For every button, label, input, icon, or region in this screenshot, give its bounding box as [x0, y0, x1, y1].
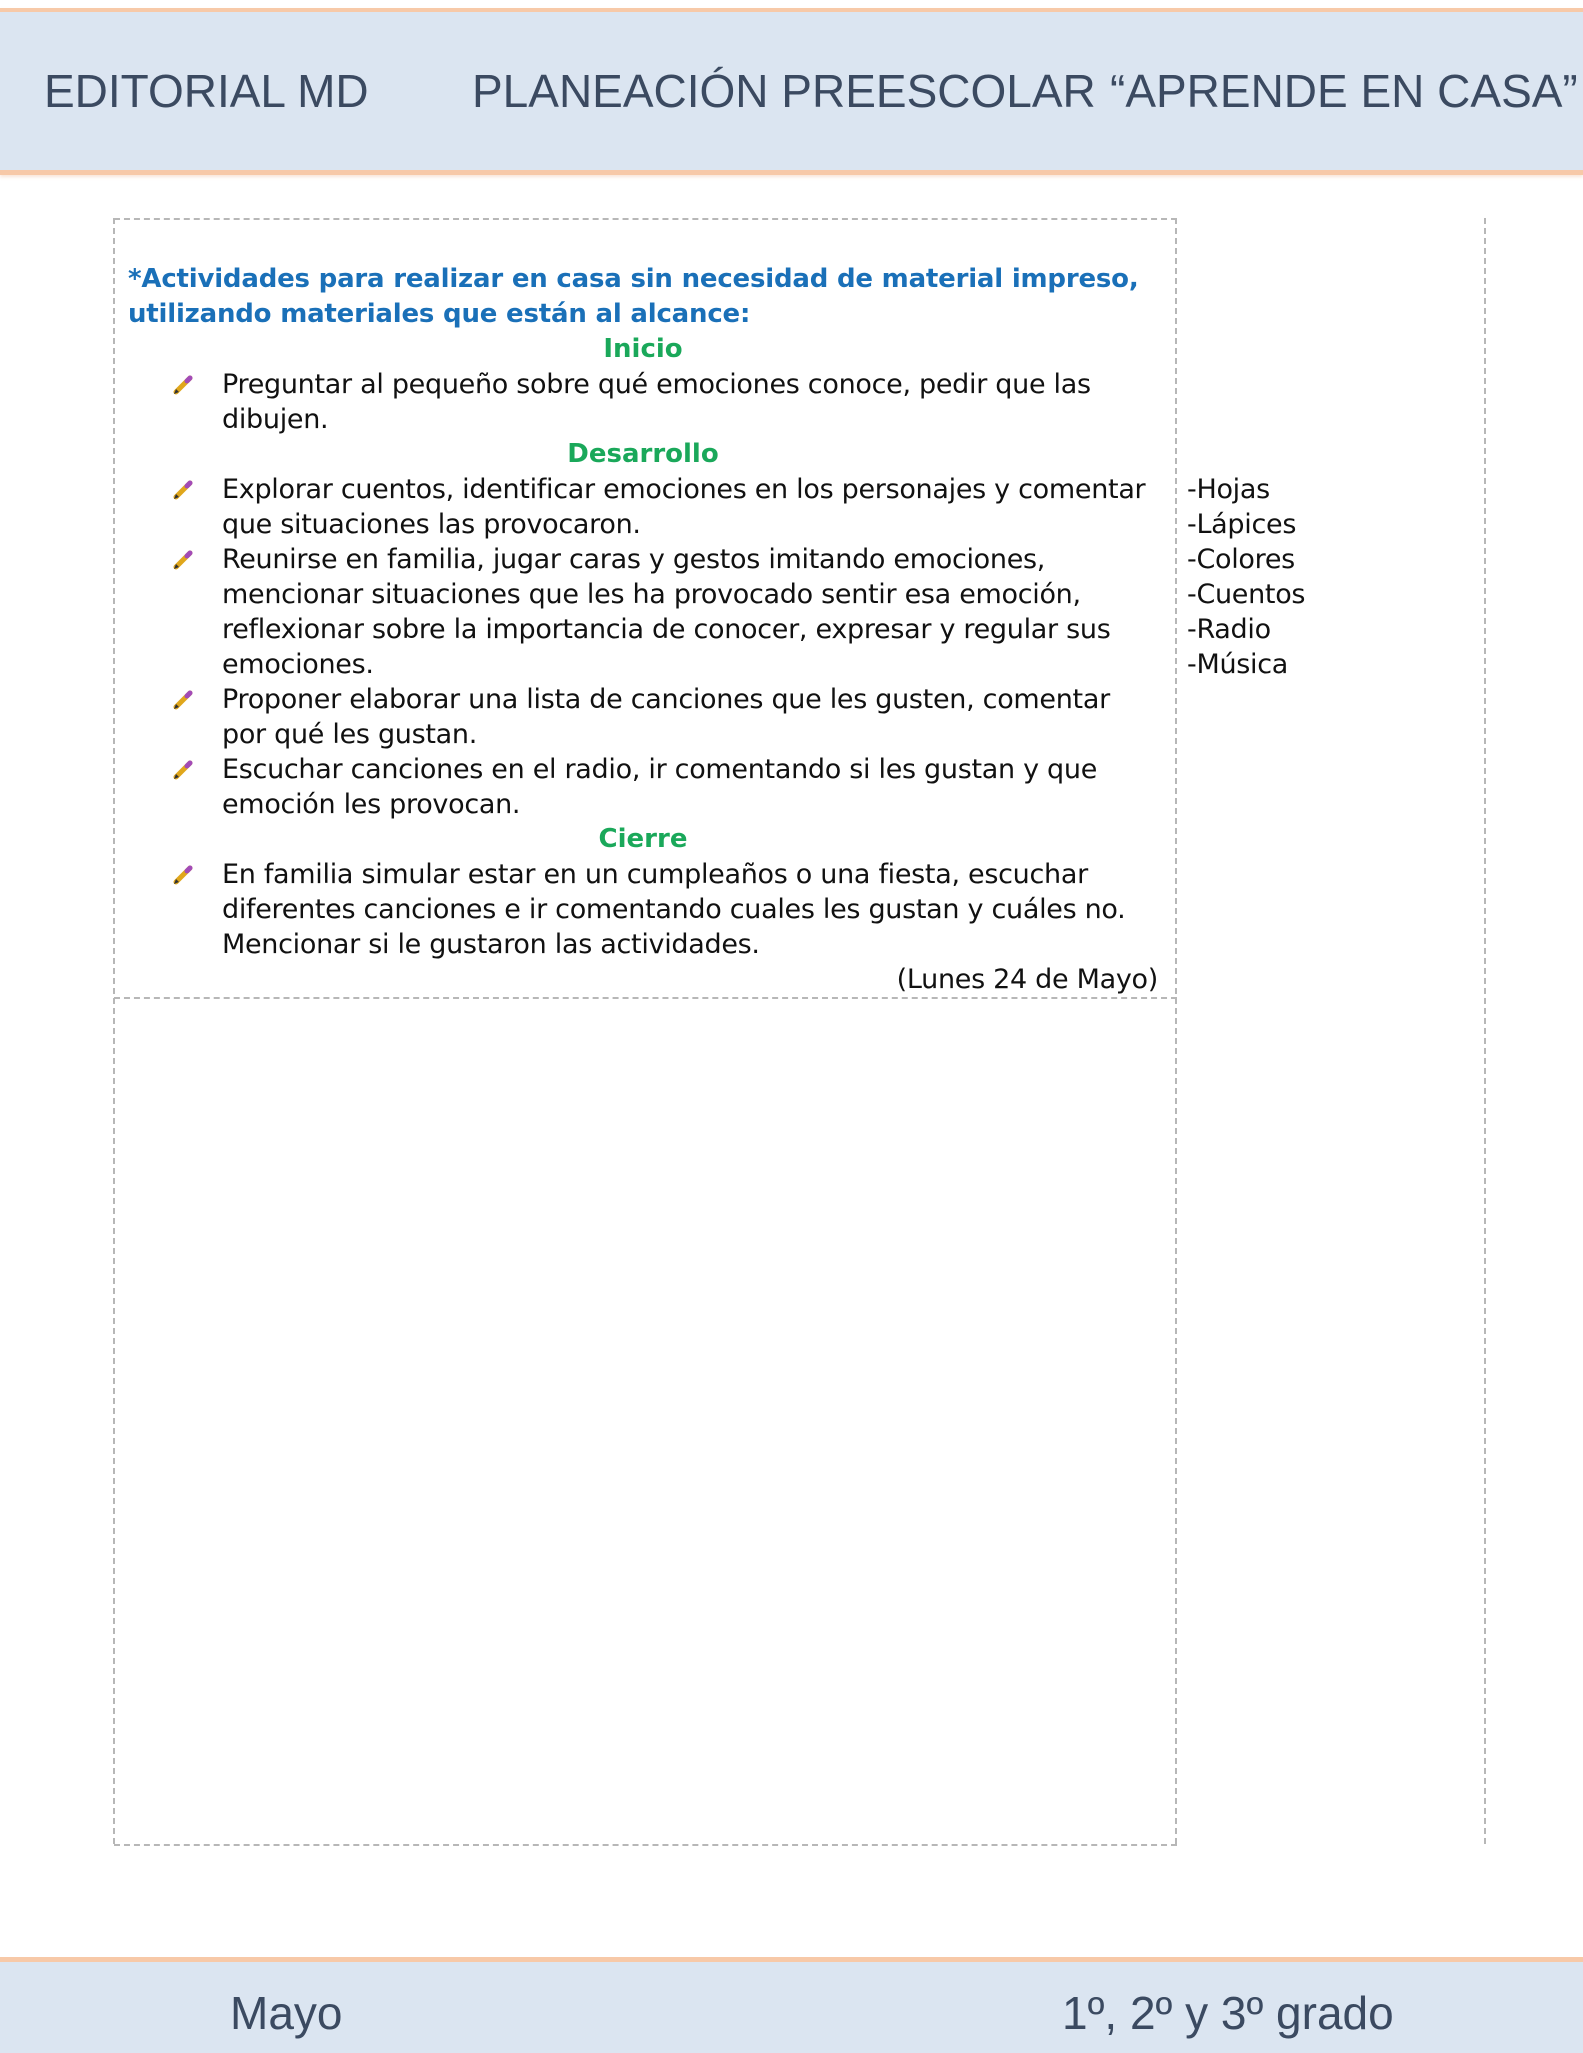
material-item: -Hojas	[1187, 474, 1270, 505]
pencil-icon	[172, 479, 194, 501]
list-item	[128, 752, 1158, 822]
desarrollo-list	[128, 472, 1158, 822]
activity-text: Escuchar canciones en el radio, ir comentando si les gustan y que emoción les provocan.	[222, 754, 1098, 820]
material-item: -Cuentos	[1187, 579, 1306, 610]
section-title-desarrollo: Desarrollo	[567, 439, 719, 469]
material-item: -Lápices	[1187, 509, 1297, 540]
cierre-list	[128, 857, 1158, 962]
materials-list	[1187, 472, 1305, 682]
section-title-inicio: Inicio	[603, 334, 683, 364]
table-right-border	[1484, 218, 1486, 1844]
list-item	[128, 682, 1158, 752]
pencil-icon	[172, 374, 194, 396]
footer-month: Mayo	[230, 1987, 343, 2039]
page-header	[0, 8, 1583, 175]
pencil-icon	[172, 864, 194, 886]
material-item: -Colores	[1187, 544, 1295, 575]
activity-text: En familia simular estar en un cumpleaños o una fiesta, escuchar diferentes canciones e ir comentando cuales les gustan y cuáles no. Mencionar si le gustaron las actividades.	[222, 859, 1126, 960]
activity-text: Preguntar al pequeño sobre qué emociones conoce, pedir que las dibujen.	[222, 369, 1091, 435]
activity-text: Reunirse en familia, jugar caras y gestos imitando emociones, mencionar situaciones que les ha provocado sentir esa emoción, reflexionar sobre la importancia de conocer, expresar y regular sus emociones.	[222, 544, 1111, 680]
table-top-border	[114, 218, 1177, 220]
activity-text: Proponer elaborar una lista de canciones que les gusten, comentar por qué les gustan.	[222, 684, 1110, 750]
activities-cell	[128, 262, 1158, 997]
list-item	[128, 472, 1158, 542]
material-item: -Radio	[1187, 614, 1271, 645]
header-publisher: EDITORIAL MD	[44, 65, 369, 117]
pencil-icon	[172, 689, 194, 711]
activity-date: (Lunes 24 de Mayo)	[896, 964, 1158, 995]
footer-grades: 1º, 2º y 3º grado	[1062, 1987, 1394, 2039]
header-program: “APRENDE EN CASA”	[1110, 65, 1578, 117]
section-title-cierre: Cierre	[598, 824, 688, 854]
list-item	[128, 542, 1158, 682]
inicio-list	[128, 367, 1158, 437]
activity-text: Explorar cuentos, identificar emociones en los personajes y comentar que situaciones las provocaron.	[222, 474, 1146, 540]
table-left-border	[113, 218, 115, 1844]
list-item	[128, 367, 1158, 437]
list-item	[128, 857, 1158, 962]
activities-intro: *Actividades para realizar en casa sin necesidad de material impreso, utilizando materiales que están al alcance:	[128, 264, 1139, 329]
page-footer	[0, 1957, 1583, 2053]
table-column-divider	[1175, 218, 1177, 1844]
table-row-divider	[114, 997, 1177, 999]
table-bottom-border	[114, 1844, 1177, 1846]
pencil-icon	[172, 549, 194, 571]
pencil-icon	[172, 759, 194, 781]
material-item: -Música	[1187, 649, 1289, 680]
header-title: PLANEACIÓN PREESCOLAR	[472, 65, 1096, 117]
